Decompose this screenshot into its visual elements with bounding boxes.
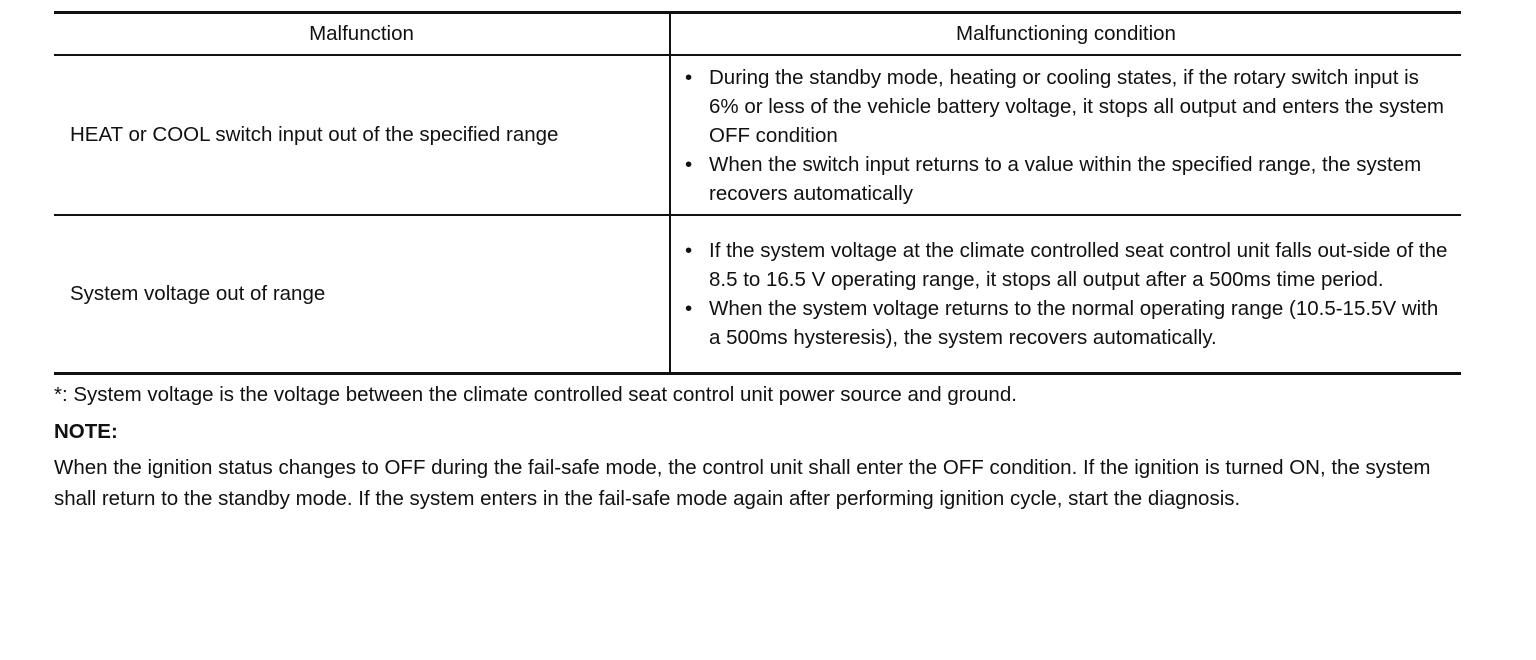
malfunction-cell: System voltage out of range <box>54 215 670 374</box>
note-title: NOTE: <box>54 420 118 443</box>
malfunction-cell: HEAT or COOL switch input out of the specified range <box>54 55 670 215</box>
note-text: When the ignition status changes to OFF during the fail-safe mode, the control unit shall enter the OFF condition. If the ignition is turned ON, the system shall return to the standby mode. If the system enters in the fail-safe mode again after performing ignition cycle, start the diagnosis. <box>54 456 1431 510</box>
table-row <box>54 55 1461 215</box>
header-malfunction: Malfunction <box>54 13 670 56</box>
fail-safe-table <box>54 11 1461 375</box>
condition-item: • When the system voltage returns to the normal operating range (10.5-15.5V with a 500ms hysteresis), the system recovers automatically. <box>709 294 1451 352</box>
condition-list <box>671 236 1461 352</box>
header-malfunctioning-condition: Malfunctioning condition <box>956 22 1176 45</box>
condition-item: • During the standby mode, heating or cooling states, if the rotary switch input is 6% or less of the vehicle battery voltage, it stops all output and enters the system OFF condition <box>709 63 1451 150</box>
condition-cell <box>670 55 1461 215</box>
footnote: *: System voltage is the voltage between the climate controlled seat control unit power source and ground. <box>54 383 1017 406</box>
condition-cell <box>670 215 1461 374</box>
condition-list <box>671 63 1461 208</box>
table-header-row <box>54 13 1461 56</box>
table-row <box>54 215 1461 374</box>
condition-item: • When the switch input returns to a value within the specified range, the system recovers automatically <box>709 150 1451 208</box>
condition-item: • If the system voltage at the climate controlled seat control unit falls out-side of the 8.5 to 16.5 V operating range, it stops all output after a 500ms time period. <box>709 236 1451 294</box>
